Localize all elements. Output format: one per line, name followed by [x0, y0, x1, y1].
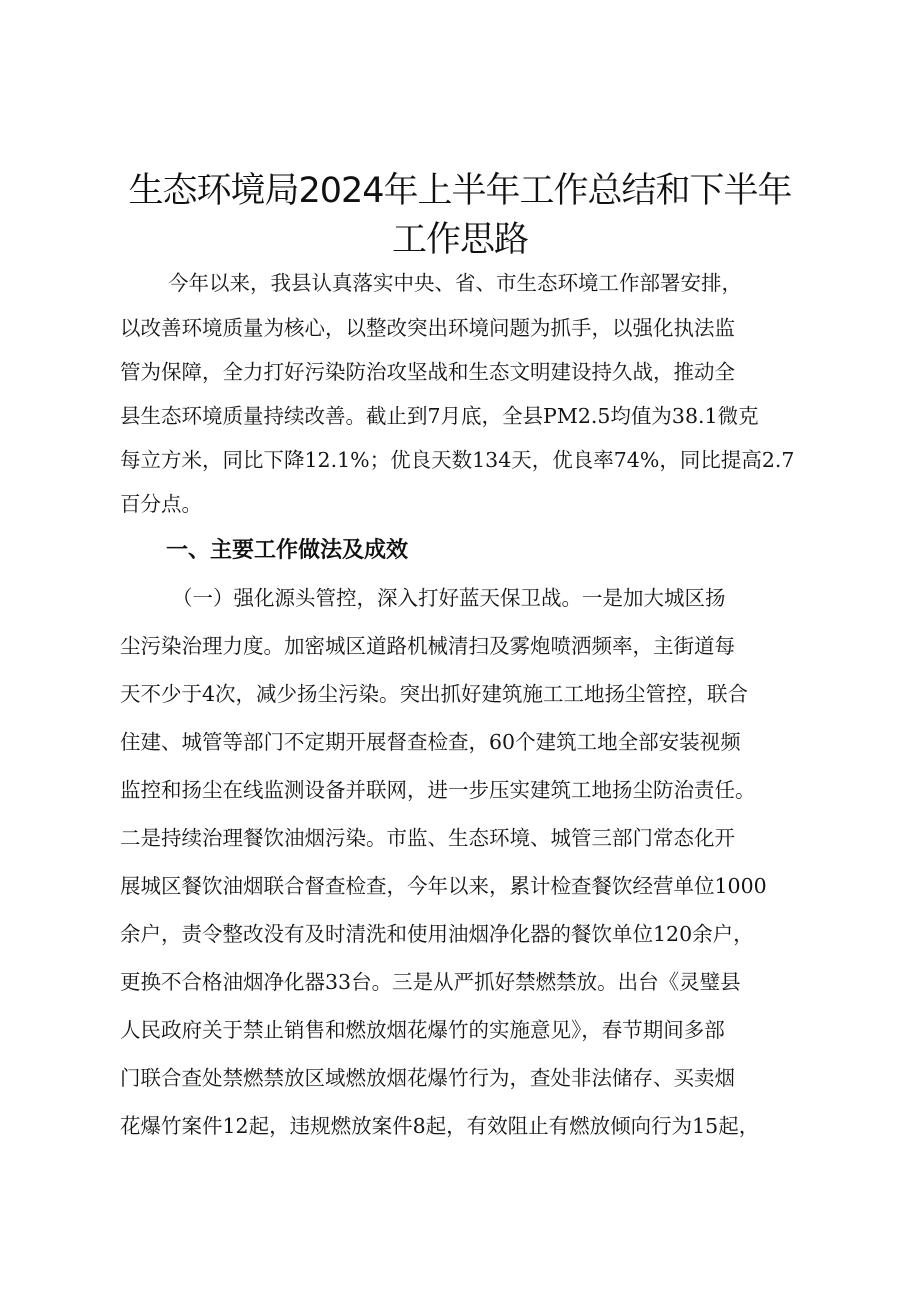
- body-line: 二是持续治理餐饮油烟污染。市监、生态环境、城管三部门常态化开: [120, 826, 735, 850]
- body-line: 花爆竹案件12起，违规燃放案件8起，有效阻止有燃放倾向行为15起，: [120, 1114, 760, 1138]
- intro-line: 以改善环境质量为核心，以整改突出环境问题为抓手，以强化执法监: [120, 316, 735, 340]
- intro-line: 今年以来，我县认真落实中央、省、市生态环境工作部署安排，: [168, 271, 742, 295]
- body-line: （一）强化源头管控，深入打好蓝天保卫战。一是加大城区扬: [172, 586, 726, 610]
- body-line: 监控和扬尘在线监测设备并联网，进一步压实建筑工地扬尘防治责任。: [120, 778, 756, 802]
- body-line: 住建、城管等部门不定期开展督查检查，60个建筑工地全部安装视频: [120, 730, 741, 754]
- body-line: 余户，责令整改没有及时清洗和使用油烟净化器的餐饮单位120余户，: [120, 922, 754, 946]
- document-title-line-1: 生态环境局2024年上半年工作总结和下半年: [128, 171, 792, 211]
- intro-line: 百分点。: [120, 492, 202, 516]
- body-line: 更换不合格油烟净化器33台。三是从严抓好禁燃禁放。出台《灵璧县: [120, 970, 741, 994]
- body-line: 展城区餐饮油烟联合督查检查，今年以来，累计检查餐饮经营单位1000: [120, 874, 767, 898]
- body-line: 天不少于4次，减少扬尘污染。突出抓好建筑施工工地扬尘管控，联合: [120, 682, 749, 706]
- body-line: 门联合查处禁燃禁放区域燃放烟花爆竹行为，查处非法储存、买卖烟: [120, 1066, 735, 1090]
- intro-line: 县生态环境质量持续改善。截止到7月底，全县PM2.5均值为38.1微克: [120, 404, 759, 428]
- intro-line: 管为保障，全力打好污染防治攻坚战和生态文明建设持久战，推动全: [120, 360, 735, 384]
- document-title-line-2: 工作思路: [391, 220, 528, 260]
- intro-line: 每立方米，同比下降12.1%；优良天数134天，优良率74%，同比提高2.7: [120, 448, 795, 472]
- section-heading: 一、主要工作做法及成效: [166, 538, 409, 563]
- body-line: 人民政府关于禁止销售和燃放烟花爆竹的实施意见》，春节期间多部: [120, 1018, 725, 1042]
- body-line: 尘污染治理力度。加密城区道路机械清扫及雾炮喷洒频率，主街道每: [120, 634, 735, 658]
